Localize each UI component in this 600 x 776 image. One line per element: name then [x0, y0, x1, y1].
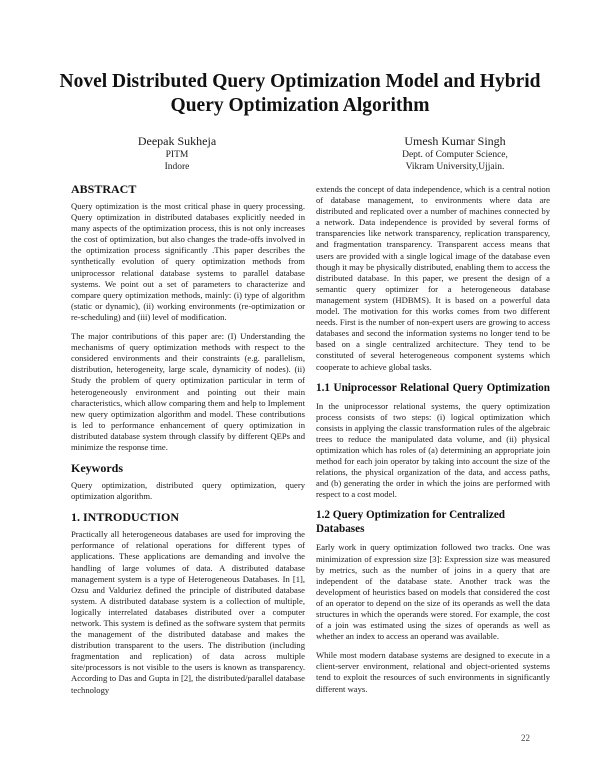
- abstract-heading: ABSTRACT: [71, 182, 137, 196]
- section-1-1-paragraph: In the uniprocessor relational systems, the query optimization process consists of two steps: (i) logical optimization which consists in applying the classic transformation rules of the algebraic trees to reduce the manipulated data volume, and (ii) physical optimization which has roles of (a) determining an appropriate join method for each join operator by taking into account the size of the relations, the physical organization of the data, and access paths, and (b) generating the order in which the joins are performed with respect to a cost model.: [316, 400, 550, 500]
- section-1-2-paragraph: While most modern database systems are designed to execute in a client-server environment, relational and object-oriented systems tend to exploit the resources of such environments in significantly different ways.: [316, 650, 550, 694]
- author-block-2: [355, 134, 555, 173]
- abstract-paragraph: Query optimization is the most critical phase in query processing. Query optimization in distributed databases explicitly needed in many aspects of the optimization process, this is not only increases the cost of optimization, but also changes the trade-offs involved in the optimization process significantly .This paper describes the synthetically evolution of query optimization methods from uniprocessor relational database systems to parallel database systems. We point out a set of parameters to characterize and compare query optimization methods, mainly: (i) type of algorithm (static or dynamic), (ii) working environments (re-optimization or re-scheduling) and (iii) level of modification.: [71, 201, 305, 322]
- author-name: Umesh Kumar Singh: [404, 134, 506, 148]
- author-location: Vikram University,Ujjain.: [405, 162, 505, 172]
- abstract-paragraph: The major contributions of this paper are: (I) Understanding the mechanisms of query optimization methods with respect to the considered environments and their constraints (e.g. parallelism, distribution, heterogeneity, large scale, dynamicity of nodes). (ii) Study the problem of query optimization particular in term of heterogeneously environment and pointing out their main characteristics, which allow comparing them and help to Implement new query optimization algorithm and model. These contributions is led to performance enhancement of query optimization in distributed database system through classify by different QEPs and minimize the response time.: [71, 331, 305, 452]
- introduction-paragraph: Practically all heterogeneous databases are used for improving the performance of relational operations for different types of applications. These applications are demanding and involve the handling of large volumes of data. A distributed database management system is a type of Heterogeneous Databases. In [1], Ozsu and Valduriez defined the principle of distributed database system. A distributed database system is a collection of multiple, logically interrelated databases distributed over a computer network. This system is defined as the software system that permits the management of the distributed database and makes the distribution transparent to the users. The distribution (including fragmentation and replication) of data across multiple site/processors is not visible to the users is known as transparency. According to Das and Gupta in [2], the distributed/parallel database technology: [71, 529, 305, 695]
- keywords-heading: Keywords: [71, 461, 123, 476]
- section-1-2-heading: 1.2 Query Optimization for Centralized Databases: [316, 509, 506, 536]
- right-column: [316, 184, 550, 703]
- author-name: Deepak Sukheja: [137, 134, 217, 148]
- paper-title: Novel Distributed Query Optimization Model and Hybrid Query Optimization Algorithm: [59, 71, 541, 116]
- author-affiliation: Dept. of Computer Science,: [402, 150, 508, 160]
- section-1-1-heading: 1.1 Uniprocessor Relational Query Optimization: [316, 381, 550, 394]
- page-number: 22: [521, 733, 530, 743]
- author-block-1: [77, 134, 277, 173]
- section-1-2-paragraph: Early work in query optimization followed two tracks. One was minimization of expression size [3]: Expression size was measured by metrics, such as the number of joins in a query that are independent of the database state. Another track was the development of heuristics based on models that considered the cost of an operator to depend on the size of its operands as well the data structures in which the operands were stored. For example, the cost of a join was estimated using the sizes of operands as well as whether an index to access an operand was available.: [316, 542, 550, 642]
- keywords-text: Query optimization, distributed query optimization, query optimization algorithm.: [71, 480, 305, 502]
- left-column: [71, 182, 305, 704]
- introduction-paragraph-continued: extends the concept of data independence, which is a central notion of database management, to environments where data are distributed and replicated over a number of machines connected by a network. Data independence is provided by several forms of transparencies like network transparency, replication transparency, and fragmentation transparency. Transparent access means that users are provided with a single logical image of the database even though it may be physically distributed, enabling them to access the distributed database. In this paper, we present the design of a semantic query optimizer for a heterogeneous database management system (HDBMS). It is based on a powerful data model. The motivation for this works comes from two different needs. First is the number of non-expert users are growing to access databases and second the information systems no longer tend to be based on a single centralized architecture. They tend to be constituted of several heterogeneous component systems which cooperate to achieve global tasks.: [316, 184, 550, 372]
- author-location: Indore: [164, 162, 190, 172]
- introduction-heading: 1. INTRODUCTION: [71, 510, 180, 525]
- author-affiliation: PITM: [165, 150, 189, 160]
